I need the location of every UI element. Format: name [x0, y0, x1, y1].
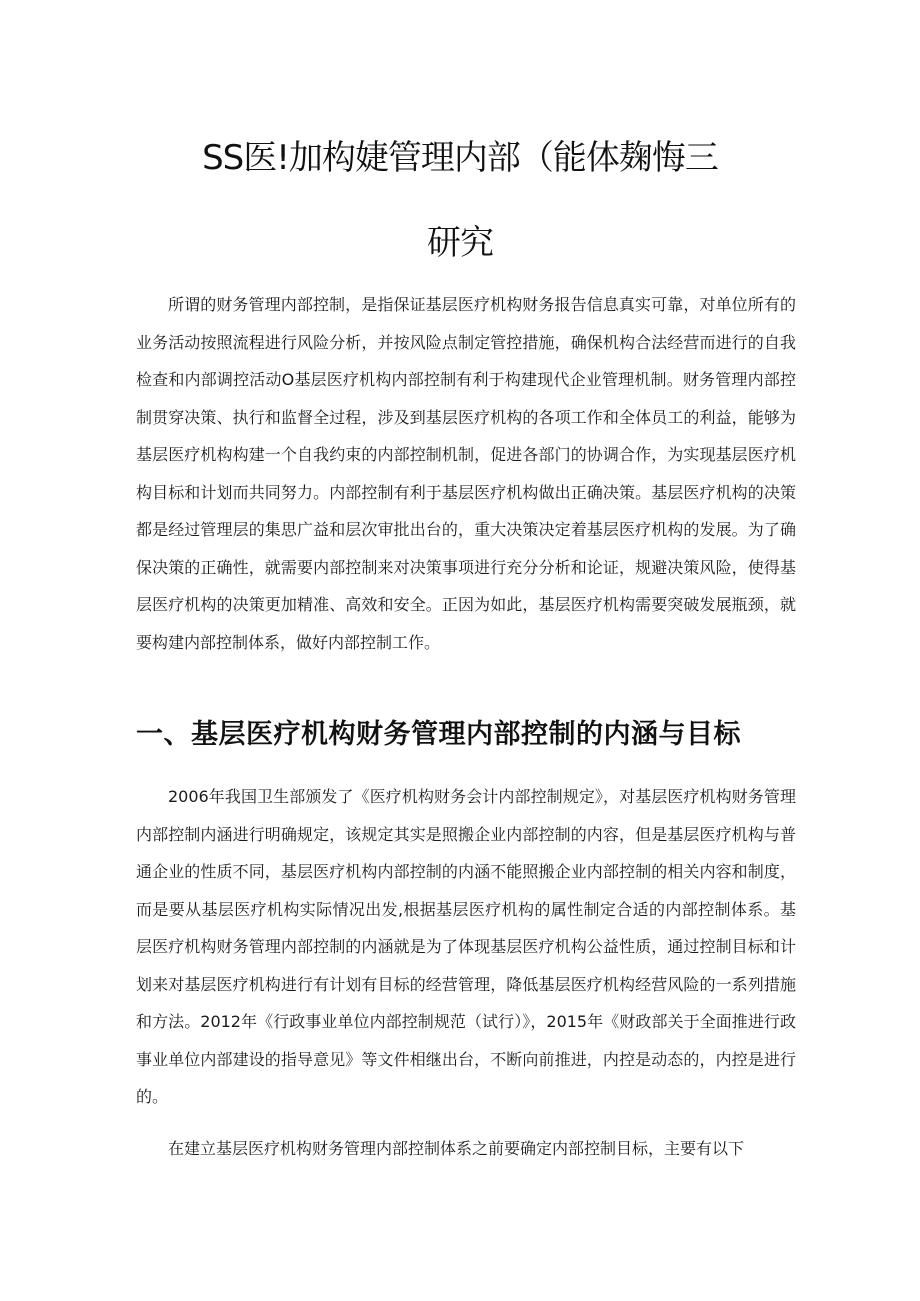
section-heading: 一、基层医疗机构财务管理内部控制的内涵与目标 — [136, 719, 741, 750]
intro-paragraph: 所谓的财务管理内部控制，是指保证基层医疗机构财务报告信息真实可靠，对单位所有的业务活动按照流程进行风险分析，并按风险点制定管控措施，确保机构合法经营而进行的自我检查和内部调控活动O基层医疗机构内部控制有利于构建现代企业管理机制。财务管理内部控制贯穿决策、执行和监督全过程，涉及到基层医疗机构的各项工作和全体员工的利益，能够为基层医疗机构构建一个自我约束的内部控制机制，促进各部门的协调合作，为实现基层医疗机构目标和计划而共同努力。内部控制有利于基层医疗机构做出正确决策。基层医疗机构的决策都是经过管理层的集思广益和层次审批出台的，重大决策决定着基层医疗机构的发展。为了确保决策的正确性，就需要内部控制来对决策事项进行充分分析和论证，规避决策风险，使得基层医疗机构的决策更加精准、高效和安全。正因为如此，基层医疗机构需要突破发展瓶颈，就要构建内部控制体系，做好内部控制工作。 — [136, 295, 796, 652]
section-paragraph-2: 在建立基层医疗机构财务管理内部控制体系之前要确定内部控制目标，主要有以下 — [168, 1139, 745, 1158]
section-paragraph-1: 2006年我国卫生部颁发了《医疗机构财务会计内部控制规定》，对基层医疗机构财务管理内部控制内涵进行明确规定，该规定其实是照搬企业内部控制的内容，但是基层医疗机构与普通企业的性质不同，基层医疗机构内部控制的内涵不能照搬企业内部控制的相关内容和制度，而是要从基层医疗机构实际情况出发,根据基层医疗机构的属性制定合适的内部控制体系。基层医疗机构财务管理内部控制的内涵就是为了体现基层医疗机构公益性质，通过控制目标和计划来对基层医疗机构进行有计划有目标的经营管理，降低基层医疗机构经营风险的一系列措施和方法。2012年《行政事业单位内部控制规范（试行）》，2015年《财政部关于全面推进行政事业单位内部建设的指导意见》等文件相继出台，不断向前推进，内控是动态的，内控是进行的。 — [136, 787, 796, 1106]
document-title-line-1: SS医!加构婕管理内部（能体麹悔三 — [202, 138, 718, 178]
document-title-line-2: 研究 — [427, 223, 493, 263]
